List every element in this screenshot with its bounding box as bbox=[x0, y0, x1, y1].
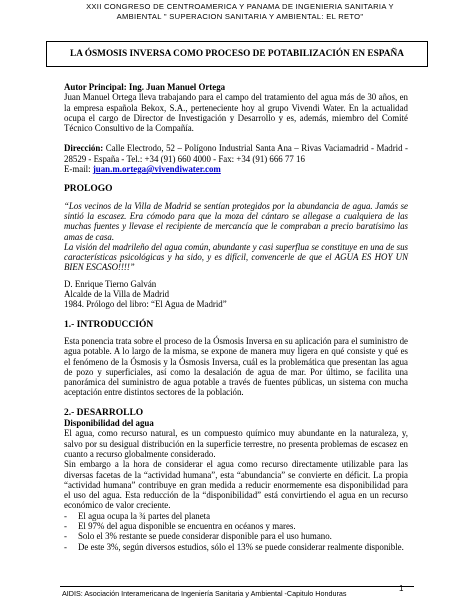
bullet-dash: - bbox=[64, 520, 67, 531]
prologo-quote-2: La visión del madrileño del agua común, abundante y casi superflua se constituye en una de sus características psicológicas y ha sido, y es difícil, convencerle de que el AGUA ES HOY UN BIEN ESCASO!!!!” bbox=[64, 241, 408, 273]
list-item bbox=[64, 511, 408, 521]
bullet-dash: - bbox=[64, 531, 67, 542]
footer-divider bbox=[60, 586, 414, 587]
intro-text: Esta ponencia trata sobre el proceso de la Ósmosis Inversa en su aplicación para el suministro de agua potable. A lo largo de la misma, se expone de manera muy ligera en qué consiste y qué es el fenómeno de la Ósmosis y la Ósmosis Inversa, cuál es la problemática que presentan las agua de pozo y superficiales, así como la desalación de agua de mar. Por último, se facilita una panorámica del suministro de agua potable a través de fuentes públicas, un sistema con mucha aceptación entre distintos sectores de la población. bbox=[64, 335, 408, 398]
signature-source: 1984. Prólogo del libro: “El Agua de Madrid” bbox=[64, 299, 227, 310]
author-heading: Autor Principal: Ing. Juan Manuel Ortega bbox=[64, 82, 226, 92]
conference-header bbox=[40, 2, 440, 22]
water-facts-list bbox=[64, 511, 408, 552]
list-item bbox=[64, 531, 408, 541]
desarrollo-paragraph-2: Sin embargo a la hora de considerar el agua como recurso directamente utilizable para las diversas facetas de la “actividad humana”, esta “abundancia” se convierte en déficit. La propia “actividad humana” contribuye en gran medida a reducir enormemente esa disponibilidad para el uso del agua. Esta reducción de la “disponibilidad” está convirtiendo el agua en un recurso económico de valor creciente. bbox=[64, 459, 408, 511]
author-bio: Juan Manuel Ortega lleva trabajando para el campo del tratamiento del agua más de 30 años, en la empresa española Bekox, S.A., perteneciente hoy al grupo Vivendi Water. En la actualidad ocupa el cargo de Director de Investigación y Desarrollo y es, además, miembro del Comité Técnico Consultivo de la Compañía. bbox=[64, 92, 408, 134]
paper-title: LA ÓSMOSIS INVERSA COMO PROCESO DE POTABILIZACIÓN EN ESPAÑA bbox=[70, 49, 404, 59]
header-line-1: XXII CONGRESO DE CENTROAMERICA Y PANAMA DE INGENIERIA SANITARIA Y bbox=[86, 2, 394, 11]
page-number: 1 bbox=[399, 584, 404, 593]
prologo-quote-1: “Los vecinos de la Villa de Madrid se sentían protegidos por la abundancia de agua. Jamás se sintió la escasez. Era cómodo para que la moza del cántaro se allegase a cualquiera de las muchas fuentes y llevase el recipiente de mercancía que le compraban a precio baratísimo las amas de casa. bbox=[64, 200, 408, 242]
desarrollo-heading: 2.- DESARROLLO bbox=[64, 407, 144, 418]
bullet-dash: - bbox=[64, 541, 67, 552]
footer-text: AIDIS: Asociación Interamericana de Ingeniería Sanitaria y Ambiental -Capitulo Honduras bbox=[62, 589, 347, 598]
signature-name: D. Enrique Tierno Galván bbox=[64, 278, 157, 289]
desarrollo-subheading: Disponibilidad del agua bbox=[64, 418, 154, 429]
desarrollo-paragraph-1: El agua, como recurso natural, es un compuesto químico muy abundante en la naturaleza, y, salvo por su desigual distribución en la superficie terrestre, no presenta problemas de escasez en cuanto a recurso globalmente considerado. bbox=[64, 428, 408, 459]
email-link[interactable]: juan.m.ortega@vivendiwater.com bbox=[92, 164, 221, 175]
address-label: Dirección: bbox=[64, 143, 104, 154]
list-item bbox=[64, 542, 408, 552]
signature-role: Alcalde de la Villa de Madrid bbox=[64, 289, 170, 300]
intro-heading: 1.- INTRODUCCIÓN bbox=[64, 319, 154, 330]
list-item-text: Solo el 3% restante se puede considerar disponible para el uso humano. bbox=[78, 531, 332, 542]
list-item-text: El 97% del agua disponible se encuentra en océanos y mares. bbox=[78, 520, 296, 531]
document-body bbox=[64, 82, 408, 552]
list-item-text: El agua ocupa la ¾ partes del planeta bbox=[78, 510, 211, 521]
email-label: E-mail: bbox=[64, 164, 93, 175]
paper-title-box bbox=[46, 41, 428, 67]
header-line-2: AMBIENTAL " SUPERACION SANITARIA Y AMBIENTAL: EL RETO" bbox=[116, 12, 364, 21]
list-item-text: De este 3%, según diversos estudios, sólo el 13% se puede considerar realmente disponible. bbox=[78, 541, 404, 552]
author-email bbox=[64, 164, 408, 174]
list-item bbox=[64, 521, 408, 531]
author-address bbox=[64, 143, 408, 164]
prologo-heading: PROLOGO bbox=[64, 184, 113, 195]
bullet-dash: - bbox=[64, 510, 67, 521]
address-text: Calle Electrodo, 52 – Polígono Industrial Santa Ana – Rivas Vaciamadrid - Madrid - 28529 - España - Tel.: +34 (91) 660 4000 - Fax: +34 (91) 666 77 16 bbox=[64, 143, 408, 164]
